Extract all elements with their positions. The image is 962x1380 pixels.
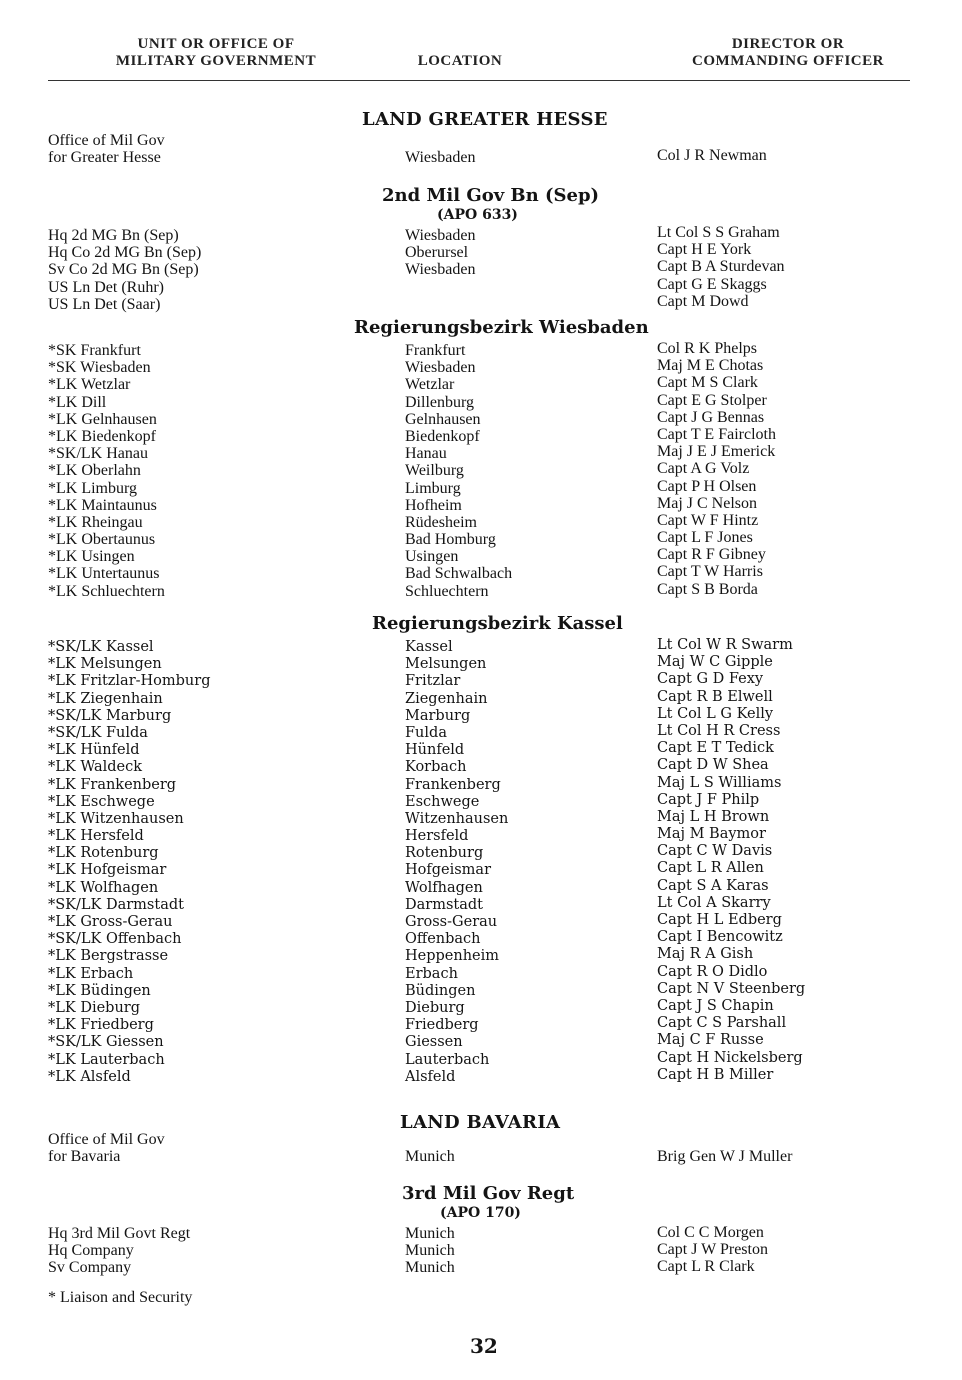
kassel-locations-item: Korbach — [405, 759, 467, 776]
kassel-units-item: *SK/LK Offenbach — [48, 931, 182, 948]
kassel-locations-item: Friedberg — [405, 1017, 479, 1034]
wiesbaden-locations-item: Frankfurt — [405, 342, 466, 359]
kassel-units-item: *LK Bergstrasse — [48, 948, 169, 965]
kassel-units-item: *LK Hünfeld — [48, 742, 140, 759]
kassel-directors-item: Capt D W Shea — [657, 757, 769, 774]
wiesbaden-locations-item: Rüdesheim — [405, 513, 477, 531]
wiesbaden-units-item: *LK Obertaunus — [48, 531, 156, 549]
header-director-line1: DIRECTOR OR — [731, 36, 845, 52]
header-director-line2: COMMANDING OFFICER — [692, 53, 884, 69]
section-title-hesse: LAND GREATER HESSE — [362, 109, 608, 130]
kassel-locations-item: Heppenheim — [405, 948, 500, 965]
hesse-office-location: Wiesbaden — [405, 149, 476, 166]
wiesbaden-directors-item: Capt J G Bennas — [657, 408, 765, 426]
kassel-directors-item: Capt G D Fexy — [657, 671, 764, 688]
kassel-directors-item: Capt J S Chapin — [657, 997, 774, 1014]
kassel-directors-item: Capt E T Tedick — [657, 740, 774, 757]
wiesbaden-directors-item: Capt E G Stolper — [657, 391, 767, 409]
regt-units-item: Hq 3rd Mil Govt Regt — [48, 1225, 191, 1242]
bn-units-item: Sv Co 2d MG Bn (Sep) — [48, 261, 199, 279]
kassel-locations-item: Giessen — [405, 1034, 463, 1051]
wiesbaden-directors-item: Capt A G Volz — [657, 460, 750, 478]
kassel-locations-item: Offenbach — [405, 931, 481, 948]
wiesbaden-directors-item: Capt M S Clark — [657, 374, 758, 392]
kassel-locations-item: Marburg — [405, 707, 471, 724]
wiesbaden-locations-item: Weilburg — [405, 462, 464, 480]
wiesbaden-directors-item: Capt T W Harris — [657, 563, 763, 581]
regt-directors-item: Col C C Morgen — [657, 1224, 764, 1241]
header-location-label: LOCATION — [417, 53, 503, 69]
kassel-locations-list — [405, 639, 508, 1086]
kassel-directors-item: Maj R A Gish — [657, 946, 754, 963]
bn-locations-list — [405, 227, 475, 279]
hesse-office-unit-line2: for Greater Hesse — [48, 149, 161, 167]
section-title-wiesbaden: Regierungsbezirk Wiesbaden — [354, 317, 649, 338]
kassel-directors-item: Capt S A Karas — [657, 877, 769, 894]
kassel-units-item: *LK Erbach — [48, 965, 134, 982]
kassel-locations-item: Eschwege — [405, 793, 480, 810]
header-unit-line2: MILITARY GOVERNMENT — [115, 53, 317, 69]
kassel-locations-item: Dieburg — [405, 999, 465, 1016]
wiesbaden-directors-item: Capt L F Jones — [657, 529, 753, 547]
kassel-locations-item: Wolfhagen — [405, 879, 483, 896]
wiesbaden-directors-item: Capt R F Gibney — [657, 546, 766, 564]
wiesbaden-units-item: *LK Gelnhausen — [48, 410, 157, 428]
kassel-units-item: *LK Hersfeld — [48, 828, 144, 845]
wiesbaden-locations-item: Wiesbaden — [405, 359, 476, 377]
regt-locations-list — [405, 1225, 455, 1277]
bn-units-item: US Ln Det (Saar) — [48, 295, 161, 313]
kassel-directors-item: Capt L R Allen — [657, 860, 764, 877]
bn-units-item: Hq 2d MG Bn (Sep) — [48, 227, 179, 244]
wiesbaden-locations-item: Wetzlar — [405, 376, 455, 394]
wiesbaden-units-item: *LK Oberlahn — [48, 462, 141, 480]
kassel-units-item: *LK Rotenburg — [48, 845, 159, 862]
section-title-regt: 3rd Mil Gov Regt — [402, 1183, 575, 1204]
kassel-directors-item: Maj C F Russe — [657, 1032, 764, 1049]
wiesbaden-units-list — [48, 342, 165, 600]
kassel-directors-list — [657, 637, 805, 1084]
kassel-units-item: *LK Eschwege — [48, 793, 155, 810]
wiesbaden-directors-item: Maj M E Chotas — [657, 357, 764, 375]
bn-locations-item: Oberursel — [405, 244, 469, 262]
kassel-locations-item: Fulda — [405, 724, 447, 741]
hesse-office-unit — [48, 132, 165, 166]
regt-units-item: Sv Company — [48, 1259, 132, 1277]
kassel-directors-item: Capt J F Philp — [657, 791, 760, 808]
kassel-locations-item: Frankenberg — [405, 776, 501, 793]
wiesbaden-locations-item: Usingen — [405, 548, 459, 566]
kassel-directors-item: Capt N V Steenberg — [657, 980, 806, 997]
bn-units-list — [48, 227, 201, 313]
wiesbaden-units-item: *LK Wetzlar — [48, 376, 131, 394]
kassel-units-item: *SK/LK Giessen — [48, 1034, 164, 1051]
kassel-units-item: *LK Büdingen — [48, 982, 151, 999]
section-title-bavaria: LAND BAVARIA — [400, 1112, 561, 1133]
wiesbaden-directors-item: Capt W F Hintz — [657, 511, 759, 529]
wiesbaden-locations-item: Limburg — [405, 479, 461, 497]
regt-directors-item: Capt L R Clark — [657, 1258, 755, 1276]
kassel-locations-item: Hofgeismar — [405, 862, 492, 879]
bn-units-item: US Ln Det (Ruhr) — [48, 278, 164, 296]
kassel-locations-item: Witzenhausen — [405, 810, 509, 827]
kassel-directors-item: Capt H L Edberg — [657, 912, 782, 928]
kassel-units-list — [48, 639, 211, 1086]
kassel-units-item: *LK Hofgeismar — [48, 862, 167, 879]
wiesbaden-locations-item: Biedenkopf — [405, 427, 480, 445]
kassel-units-item: *SK/LK Darmstadt — [48, 896, 184, 913]
wiesbaden-units-item: *LK Maintaunus — [48, 496, 157, 514]
wiesbaden-units-item: *SK Frankfurt — [48, 342, 141, 359]
kassel-locations-item: Hersfeld — [405, 828, 469, 845]
wiesbaden-units-item: *LK Untertaunus — [48, 565, 160, 583]
kassel-units-item: *LK Waldeck — [48, 759, 143, 776]
bn-directors-item: Lt Col S S Graham — [657, 224, 780, 241]
wiesbaden-directors-item: Maj J C Nelson — [657, 494, 757, 512]
header-unit — [96, 36, 336, 70]
kassel-locations-item: Melsungen — [405, 656, 487, 673]
wiesbaden-locations-item: Gelnhausen — [405, 410, 481, 428]
kassel-directors-item: Lt Col L G Kelly — [657, 705, 774, 722]
regt-locations-item: Munich — [405, 1259, 455, 1277]
hesse-office-director: Col J R Newman — [657, 147, 767, 164]
kassel-directors-item: Capt I Bencowitz — [657, 929, 783, 946]
regt-locations-item: Munich — [405, 1225, 455, 1242]
regt-locations-item: Munich — [405, 1242, 455, 1260]
bn-directors-list — [657, 224, 785, 310]
kassel-units-item: *LK Frankenberg — [48, 776, 177, 793]
kassel-units-item: *LK Dieburg — [48, 999, 140, 1016]
kassel-locations-item: Gross-Gerau — [405, 914, 498, 930]
wiesbaden-locations-item: Hanau — [405, 445, 447, 463]
kassel-directors-item: Capt H B Miller — [657, 1066, 774, 1083]
header-unit-line1: UNIT OR OFFICE OF — [137, 36, 295, 52]
kassel-locations-item: Lauterbach — [405, 1051, 490, 1068]
wiesbaden-locations-item: Bad Homburg — [405, 531, 496, 549]
bn-units-item: Hq Co 2d MG Bn (Sep) — [48, 244, 202, 262]
kassel-units-item: *LK Witzenhausen — [48, 810, 184, 827]
header-director — [668, 36, 908, 70]
wiesbaden-units-item: *LK Rheingau — [48, 513, 143, 531]
bn-directors-item: Capt M Dowd — [657, 292, 749, 310]
wiesbaden-directors-item: Maj J E J Emerick — [657, 443, 776, 461]
kassel-locations-item: Büdingen — [405, 982, 476, 999]
kassel-locations-item: Kassel — [405, 639, 453, 655]
kassel-units-item: *LK Wolfhagen — [48, 879, 159, 896]
regt-units-item: Hq Company — [48, 1242, 134, 1260]
bn-directors-item: Capt G E Skaggs — [657, 275, 767, 293]
bavaria-office-unit-line2: for Bavaria — [48, 1148, 121, 1166]
kassel-locations-item: Erbach — [405, 965, 458, 982]
regt-apo: (APO 170) — [440, 1205, 521, 1221]
wiesbaden-locations-item: Hofheim — [405, 496, 462, 514]
kassel-locations-item: Darmstadt — [405, 896, 483, 913]
kassel-locations-item: Rotenburg — [405, 845, 484, 862]
bn-directors-item: Capt H E York — [657, 241, 752, 259]
kassel-locations-item: Ziegenhain — [405, 690, 488, 707]
kassel-locations-item: Fritzlar — [405, 673, 461, 690]
wiesbaden-directors-item: Capt S B Borda — [657, 580, 758, 598]
wiesbaden-units-item: *LK Limburg — [48, 479, 138, 497]
regt-directors-item: Capt J W Preston — [657, 1241, 768, 1259]
kassel-units-item: *LK Alsfeld — [48, 1068, 131, 1085]
bavaria-office-location: Munich — [405, 1148, 455, 1165]
footnote: * Liaison and Security — [48, 1289, 193, 1306]
bn-locations-item: Wiesbaden — [405, 227, 476, 244]
wiesbaden-directors-item: Capt P H Olsen — [657, 477, 757, 495]
kassel-locations-item: Hünfeld — [405, 742, 465, 759]
kassel-directors-item: Capt R B Elwell — [657, 688, 773, 705]
kassel-directors-item: Capt R O Didlo — [657, 963, 768, 980]
bn-apo: (APO 633) — [437, 207, 518, 223]
kassel-directors-item: Lt Col H R Cress — [657, 722, 781, 739]
section-title-kassel: Regierungsbezirk Kassel — [372, 613, 623, 634]
kassel-units-item: *LK Fritzlar-Homburg — [48, 673, 211, 690]
bavaria-office-unit — [48, 1131, 165, 1165]
wiesbaden-directors-list — [657, 340, 776, 598]
kassel-units-item: *LK Friedberg — [48, 1017, 154, 1034]
kassel-directors-item: Maj M Baymor — [657, 826, 766, 843]
regt-directors-list — [657, 1224, 768, 1276]
kassel-directors-item: Maj W C Gipple — [657, 654, 773, 671]
kassel-units-item: *SK/LK Kassel — [48, 639, 154, 655]
wiesbaden-units-item: *LK Dill — [48, 393, 107, 411]
wiesbaden-units-item: *LK Schluechtern — [48, 582, 165, 600]
kassel-directors-item: Capt H Nickelsberg — [657, 1049, 803, 1066]
page-number: 32 — [470, 1334, 498, 1358]
kassel-directors-item: Maj L S Williams — [657, 774, 782, 791]
wiesbaden-units-item: *SK/LK Hanau — [48, 445, 148, 463]
kassel-locations-item: Alsfeld — [405, 1068, 456, 1085]
hesse-office-unit-line1: Office of Mil Gov — [48, 132, 165, 149]
kassel-units-item: *SK/LK Fulda — [48, 724, 148, 741]
kassel-directors-item: Maj L H Brown — [657, 808, 770, 825]
wiesbaden-locations-list — [405, 342, 512, 600]
kassel-directors-item: Capt C S Parshall — [657, 1015, 787, 1032]
header-location — [380, 53, 540, 70]
wiesbaden-directors-item: Col R K Phelps — [657, 340, 758, 357]
bn-locations-item: Wiesbaden — [405, 261, 476, 279]
wiesbaden-locations-item: Bad Schwalbach — [405, 565, 513, 583]
kassel-units-item: *SK/LK Marburg — [48, 707, 172, 724]
kassel-directors-item: Capt C W Davis — [657, 843, 773, 860]
bavaria-office-director: Brig Gen W J Muller — [657, 1148, 793, 1165]
header-rule — [48, 80, 910, 81]
kassel-units-item: *LK Ziegenhain — [48, 690, 163, 707]
wiesbaden-directors-item: Capt T E Faircloth — [657, 425, 776, 443]
wiesbaden-units-item: *LK Usingen — [48, 548, 135, 566]
section-title-bn: 2nd Mil Gov Bn (Sep) — [382, 185, 600, 206]
wiesbaden-units-item: *SK Wiesbaden — [48, 359, 151, 377]
wiesbaden-locations-item: Dillenburg — [405, 393, 475, 411]
regt-units-list — [48, 1225, 190, 1277]
kassel-units-item: *LK Melsungen — [48, 656, 162, 673]
wiesbaden-units-item: *LK Biedenkopf — [48, 427, 156, 445]
wiesbaden-locations-item: Schluechtern — [405, 582, 489, 600]
kassel-units-item: *LK Lauterbach — [48, 1051, 165, 1068]
kassel-directors-item: Lt Col W R Swarm — [657, 637, 793, 653]
kassel-units-item: *LK Gross-Gerau — [48, 914, 173, 930]
kassel-directors-item: Lt Col A Skarry — [657, 894, 771, 911]
bavaria-office-unit-line1: Office of Mil Gov — [48, 1131, 165, 1148]
bn-directors-item: Capt B A Sturdevan — [657, 258, 785, 276]
